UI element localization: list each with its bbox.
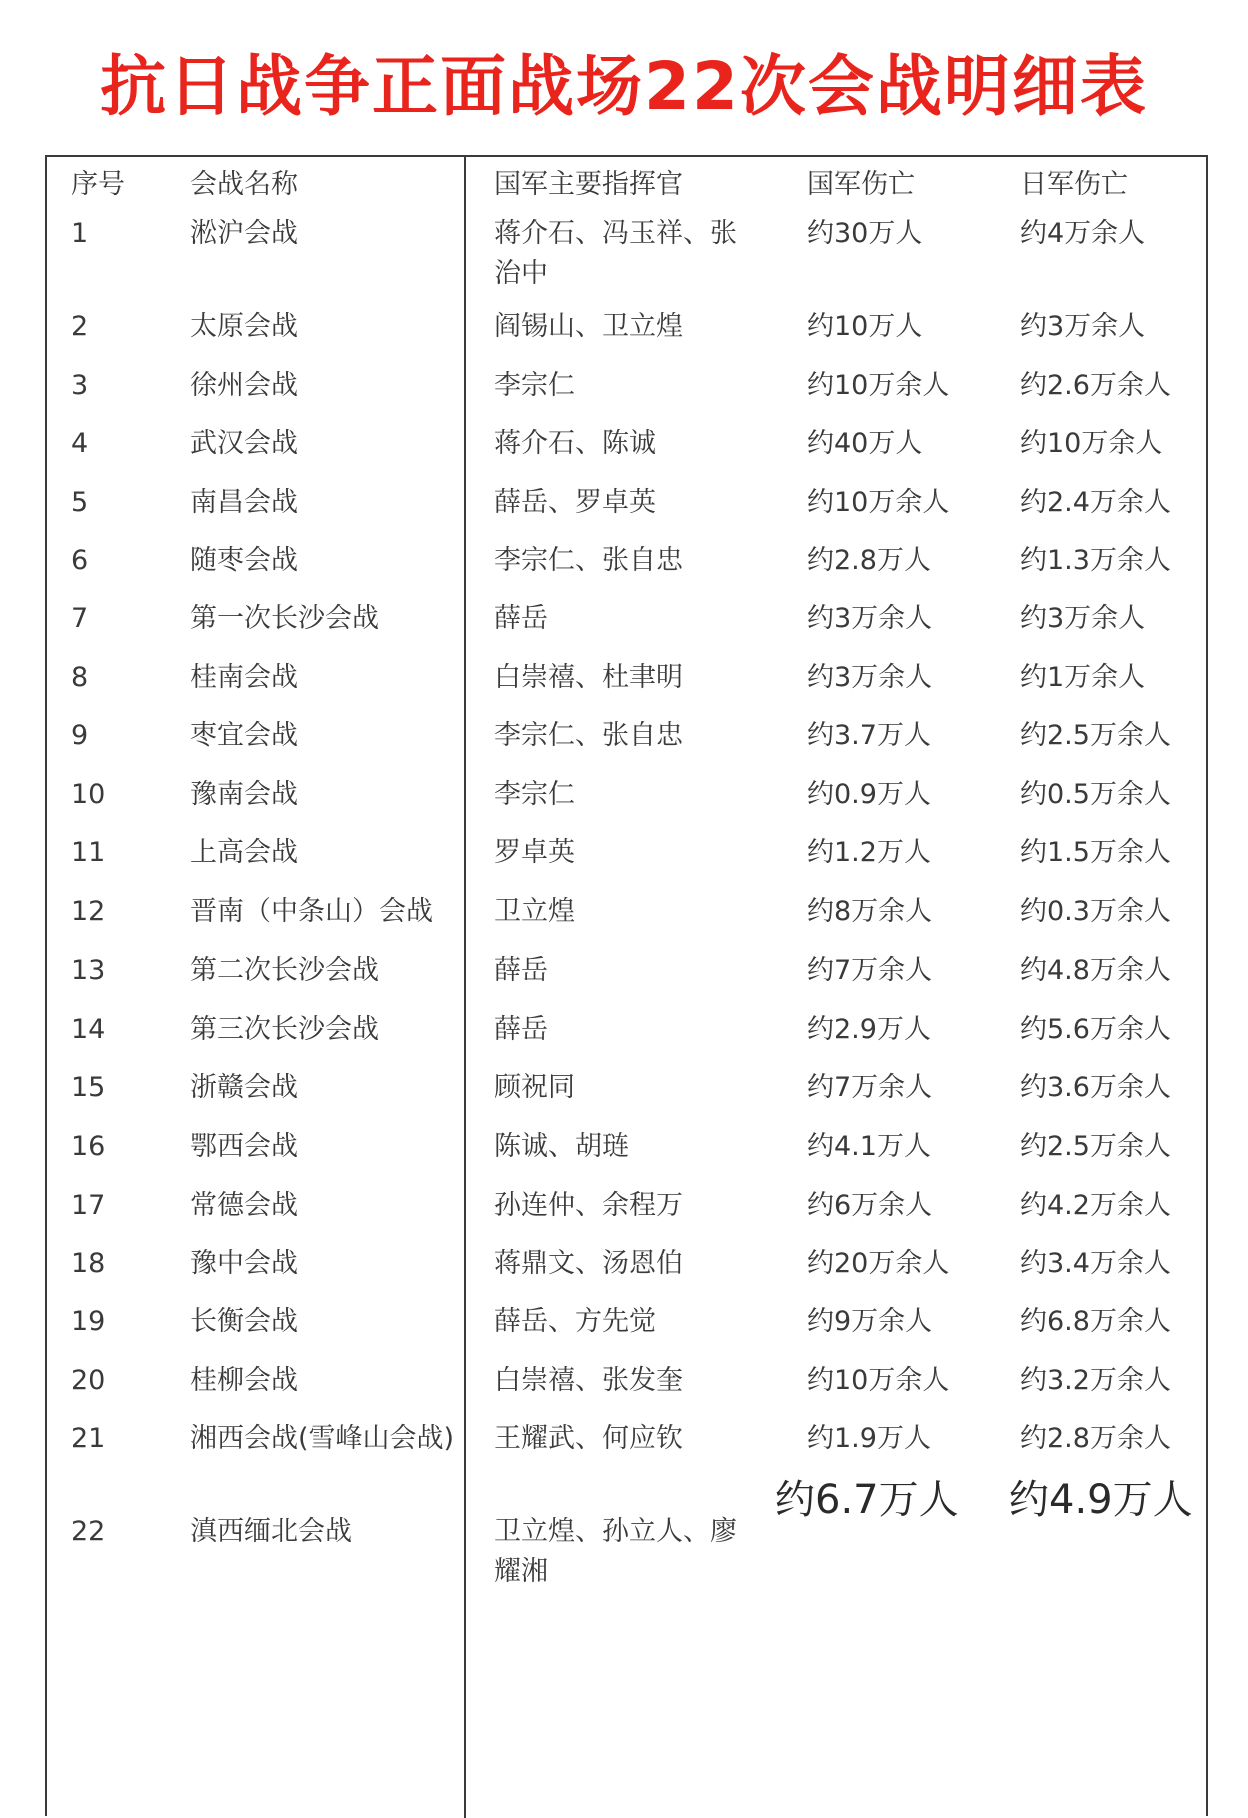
row-number: 21 — [71, 1423, 106, 1454]
row-number: 6 — [71, 545, 89, 576]
commanders: 罗卓英 — [494, 837, 575, 868]
commanders: 薛岳 — [494, 955, 548, 986]
row-number: 8 — [71, 662, 89, 693]
battle-name: 湘西会战(雪峰山会战) — [190, 1423, 455, 1454]
battle-name: 豫南会战 — [190, 779, 298, 810]
battle-name: 太原会战 — [190, 311, 298, 342]
chinese-casualties: 约10万余人 — [807, 487, 950, 518]
chinese-casualties: 约0.9万人 — [807, 779, 931, 810]
chinese-casualties: 约3万余人 — [807, 603, 933, 634]
battle-name: 枣宜会战 — [190, 720, 298, 751]
chinese-casualties: 约6.7万人 — [775, 1477, 959, 1523]
battle-name: 桂柳会战 — [190, 1365, 298, 1396]
row-number: 13 — [71, 955, 106, 986]
battle-name: 淞沪会战 — [190, 218, 298, 249]
battle-name: 晋南（中条山）会战 — [190, 896, 433, 927]
battle-name: 第一次长沙会战 — [190, 603, 379, 634]
commanders: 阎锡山、卫立煌 — [494, 311, 683, 342]
row-number: 1 — [71, 218, 89, 249]
battle-name: 浙赣会战 — [190, 1072, 298, 1103]
row-number: 5 — [71, 487, 89, 518]
battle-name: 武汉会战 — [190, 428, 298, 459]
row-number: 19 — [71, 1306, 106, 1337]
chinese-casualties: 约1.2万人 — [807, 837, 931, 868]
battle-name: 上高会战 — [190, 837, 298, 868]
commanders: 白崇禧、张发奎 — [494, 1365, 683, 1396]
header-battle-name: 会战名称 — [190, 169, 298, 200]
chinese-casualties: 约3.7万人 — [807, 720, 931, 751]
chinese-casualties: 约10万余人 — [807, 370, 950, 401]
commanders: 薛岳 — [494, 1014, 548, 1045]
column-divider — [464, 157, 466, 1818]
chinese-casualties: 约20万余人 — [807, 1248, 950, 1279]
commanders: 薛岳、方先觉 — [494, 1306, 656, 1337]
row-number: 18 — [71, 1248, 106, 1279]
row-number: 14 — [71, 1014, 106, 1045]
japanese-casualties: 约2.4万余人 — [1020, 487, 1171, 518]
header-commanders: 国军主要指挥官 — [494, 169, 683, 200]
commanders: 陈诚、胡琏 — [494, 1131, 629, 1162]
japanese-casualties: 约4万余人 — [1020, 218, 1146, 249]
commanders: 李宗仁 — [494, 370, 575, 401]
battle-name: 南昌会战 — [190, 487, 298, 518]
header-japanese-casualties: 日军伤亡 — [1020, 169, 1128, 200]
battle-name: 第三次长沙会战 — [190, 1014, 379, 1045]
commanders: 卫立煌 — [494, 896, 575, 927]
chinese-casualties: 约7万余人 — [807, 1072, 933, 1103]
row-number: 9 — [71, 720, 89, 751]
battle-name: 长衡会战 — [190, 1306, 298, 1337]
chinese-casualties: 约9万余人 — [807, 1306, 933, 1337]
japanese-casualties: 约0.5万余人 — [1020, 779, 1171, 810]
header-chinese-casualties: 国军伤亡 — [807, 169, 915, 200]
battle-table — [45, 155, 1208, 1816]
chinese-casualties: 约3万余人 — [807, 662, 933, 693]
commanders: 卫立煌、孙立人、廖耀湘 — [494, 1516, 737, 1587]
chinese-casualties: 约2.8万人 — [807, 545, 931, 576]
battle-name: 随枣会战 — [190, 545, 298, 576]
japanese-casualties: 约3万余人 — [1020, 603, 1146, 634]
japanese-casualties: 约0.3万余人 — [1020, 896, 1171, 927]
row-number: 2 — [71, 311, 89, 342]
chinese-casualties: 约6万余人 — [807, 1190, 933, 1221]
japanese-casualties: 约4.8万余人 — [1020, 955, 1171, 986]
chinese-casualties: 约7万余人 — [807, 955, 933, 986]
japanese-casualties: 约3.2万余人 — [1020, 1365, 1171, 1396]
header-row-number: 序号 — [71, 169, 125, 200]
chinese-casualties: 约10万余人 — [807, 1365, 950, 1396]
chinese-casualties: 约40万人 — [807, 428, 923, 459]
japanese-casualties: 约1.3万余人 — [1020, 545, 1171, 576]
japanese-casualties: 约6.8万余人 — [1020, 1306, 1171, 1337]
commanders: 王耀武、何应钦 — [494, 1423, 683, 1454]
chinese-casualties: 约30万人 — [807, 218, 923, 249]
japanese-casualties: 约5.6万余人 — [1020, 1014, 1171, 1045]
row-number: 15 — [71, 1072, 106, 1103]
japanese-casualties: 约2.5万余人 — [1020, 720, 1171, 751]
row-number: 10 — [71, 779, 106, 810]
row-number: 22 — [71, 1516, 106, 1547]
japanese-casualties: 约3万余人 — [1020, 311, 1146, 342]
commanders: 蒋介石、陈诚 — [494, 428, 656, 459]
row-number: 4 — [71, 428, 89, 459]
chinese-casualties: 约1.9万人 — [807, 1423, 931, 1454]
table-title: 抗日战争正面战场22次会战明细表 — [100, 48, 1148, 125]
japanese-casualties: 约2.6万余人 — [1020, 370, 1171, 401]
japanese-casualties: 约2.5万余人 — [1020, 1131, 1171, 1162]
commanders: 薛岳 — [494, 603, 548, 634]
battle-name: 鄂西会战 — [190, 1131, 298, 1162]
row-number: 12 — [71, 896, 106, 927]
row-number: 3 — [71, 370, 89, 401]
japanese-casualties: 约4.2万余人 — [1020, 1190, 1171, 1221]
battle-name: 第二次长沙会战 — [190, 955, 379, 986]
chinese-casualties: 约2.9万人 — [807, 1014, 931, 1045]
battle-name: 豫中会战 — [190, 1248, 298, 1279]
japanese-casualties: 约3.4万余人 — [1020, 1248, 1171, 1279]
chinese-casualties: 约4.1万人 — [807, 1131, 931, 1162]
row-number: 7 — [71, 603, 89, 634]
battle-name: 常德会战 — [190, 1190, 298, 1221]
commanders: 李宗仁、张自忠 — [494, 720, 683, 751]
row-number: 16 — [71, 1131, 106, 1162]
commanders: 薛岳、罗卓英 — [494, 487, 656, 518]
row-number: 11 — [71, 837, 106, 868]
commanders: 李宗仁 — [494, 779, 575, 810]
japanese-casualties: 约3.6万余人 — [1020, 1072, 1171, 1103]
japanese-casualties: 约2.8万余人 — [1020, 1423, 1171, 1454]
commanders: 蒋介石、冯玉祥、张治中 — [494, 218, 737, 289]
row-number: 20 — [71, 1365, 106, 1396]
commanders: 孙连仲、余程万 — [494, 1190, 683, 1221]
commanders: 李宗仁、张自忠 — [494, 545, 683, 576]
commanders: 蒋鼎文、汤恩伯 — [494, 1248, 683, 1279]
battle-name: 徐州会战 — [190, 370, 298, 401]
battle-name: 滇西缅北会战 — [190, 1516, 352, 1547]
chinese-casualties: 约10万人 — [807, 311, 923, 342]
commanders: 顾祝同 — [494, 1072, 575, 1103]
japanese-casualties: 约1.5万余人 — [1020, 837, 1171, 868]
chinese-casualties: 约8万余人 — [807, 896, 933, 927]
battle-name: 桂南会战 — [190, 662, 298, 693]
row-number: 17 — [71, 1190, 106, 1221]
japanese-casualties: 约10万余人 — [1020, 428, 1163, 459]
japanese-casualties: 约1万余人 — [1020, 662, 1146, 693]
commanders: 白崇禧、杜聿明 — [494, 662, 683, 693]
japanese-casualties: 约4.9万人 — [1009, 1477, 1193, 1523]
